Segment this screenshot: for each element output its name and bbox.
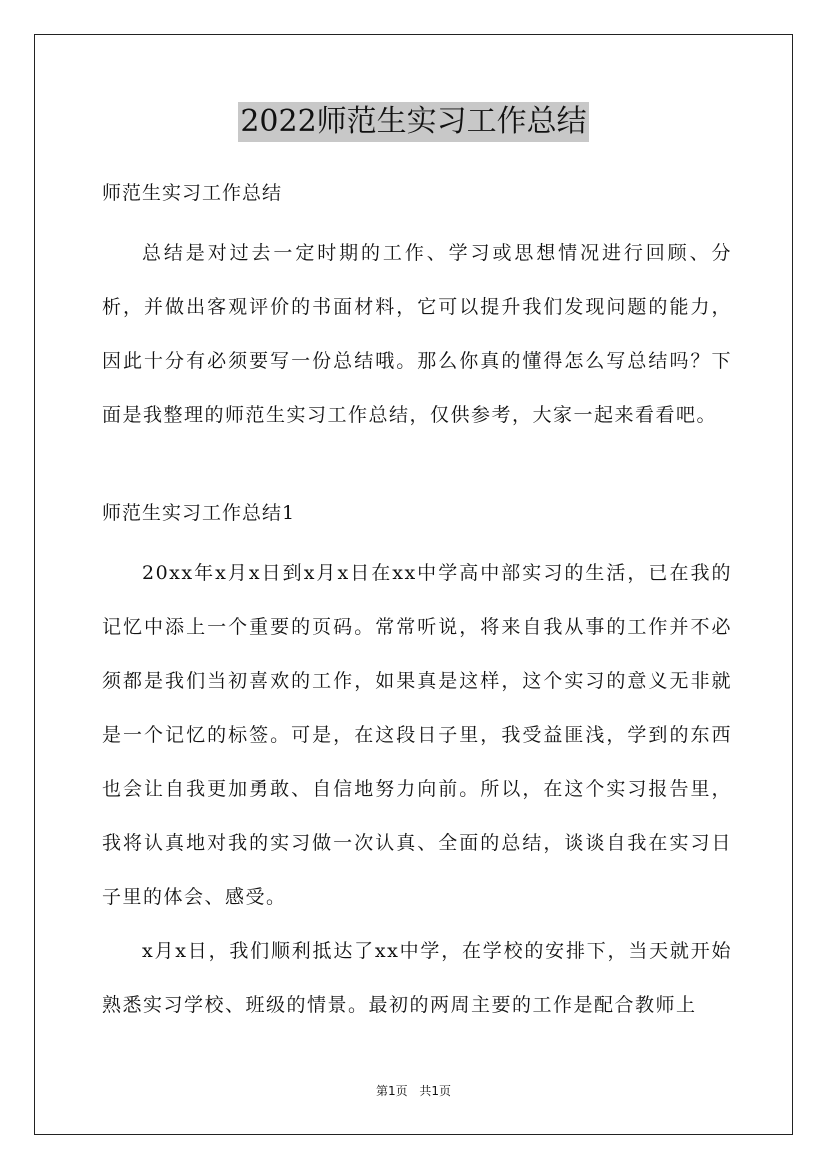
document-body <box>102 174 732 1032</box>
page-total: 共1页 <box>419 1084 452 1098</box>
section1-heading: 师范生实习工作总结1 <box>102 502 296 524</box>
intro-heading: 师范生实习工作总结 <box>102 182 283 204</box>
document-title: 2022师范生实习工作总结 <box>238 102 588 142</box>
intro-paragraph: 总结是对过去一定时期的工作、学习或思想情况进行回顾、分析，并做出客观评价的书面材料，它可以提升我们发现问题的能力，因此十分有必须要写一份总结哦。那么你真的懂得怎么写总结吗？下面是我整理的师范生实习工作总结，仅供参考，大家一起来看看吧。 <box>102 242 732 426</box>
title-container <box>0 102 827 142</box>
section1-paragraph: 20xx年x月x日到x月x日在xx中学高中部实习的生活，已在我的记忆中添上一个重要的页码。常常听说，将来自我从事的工作并不必须都是我们当初喜欢的工作，如果真是这样，这个实习的意义无非就是一个记忆的标签。可是，在这段日子里，我受益匪浅，学到的东西也会让自我更加勇敢、自信地努力向前。所以，在这个实习报告里，我将认真地对我的实习做一次认真、全面的总结，谈谈自我在实习日子里的体会、感受。 <box>102 562 732 908</box>
section1-paragraph: x月x日，我们顺利抵达了xx中学，在学校的安排下，当天就开始熟悉实习学校、班级的情景。最初的两周主要的工作是配合教师上 <box>102 940 732 1016</box>
page-number: 第1页 <box>375 1084 408 1098</box>
page-footer <box>0 1082 827 1099</box>
